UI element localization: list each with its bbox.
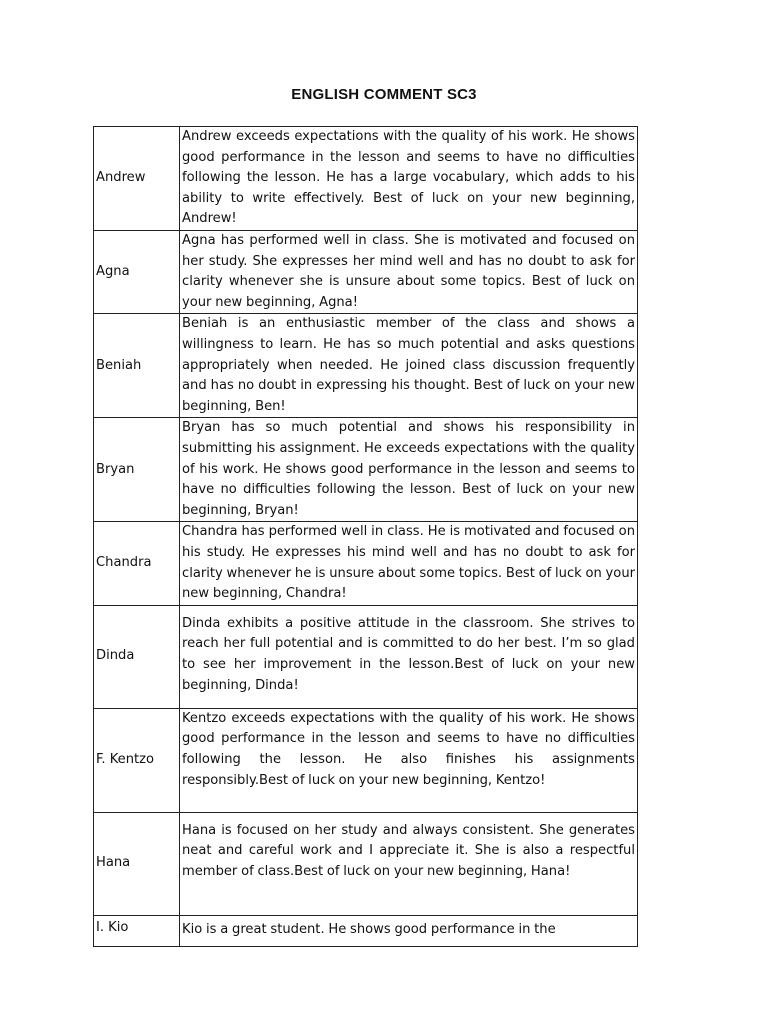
student-name: Andrew (94, 127, 180, 231)
student-name: Hana (94, 812, 180, 915)
table-row (94, 605, 638, 708)
student-comment: Hana is focused on her study and always consistent. She generates neat and careful work and I appreciate it. She is also a respectful member of class.Best of luck on your new beginning, Hana! (180, 812, 638, 915)
student-name: F. Kentzo (94, 708, 180, 812)
student-comment: Kio is a great student. He shows good performance in the (180, 915, 638, 946)
table-row (94, 522, 638, 605)
table-row (94, 708, 638, 812)
student-comment: Bryan has so much potential and shows his responsibility in submitting his assignment. He exceeds expectations with the quality of his work. He shows good performance in the lesson and seems to have no difficulties following the lesson. Best of luck on your new beginning, Bryan! (180, 418, 638, 522)
comments-table (93, 126, 638, 947)
table-row (94, 812, 638, 915)
student-comment: Andrew exceeds expectations with the quality of his work. He shows good performance in the lesson and seems to have no difficulties following the lesson. He has a large vocabulary, which adds to his ability to write effectively. Best of luck on your new beginning, Andrew! (180, 127, 638, 231)
table-row (94, 915, 638, 946)
student-comment: Beniah is an enthusiastic member of the class and shows a willingness to learn. He has so much potential and asks questions appropriately when needed. He joined class discussion frequently and has no doubt in expressing his thought. Best of luck on your new beginning, Ben! (180, 314, 638, 418)
student-comment: Kentzo exceeds expectations with the quality of his work. He shows good performance in the lesson and seems to have no difficulties following the lesson. He also finishes his assignments responsibly.Best of luck on your new beginning, Kentzo! (180, 708, 638, 812)
student-name: I. Kio (94, 915, 180, 946)
student-name: Beniah (94, 314, 180, 418)
student-name: Agna (94, 231, 180, 314)
student-comment: Dinda exhibits a positive attitude in the classroom. She strives to reach her full potential and is committed to do her best. I’m so glad to see her improvement in the lesson.Best of luck on your new beginning, Dinda! (180, 605, 638, 708)
table-row (94, 127, 638, 231)
student-comment: Agna has performed well in class. She is motivated and focused on her study. She expresses her mind well and has no doubt to ask for clarity whenever she is unsure about some topics. Best of luck on your new beginning, Agna! (180, 231, 638, 314)
student-name: Dinda (94, 605, 180, 708)
student-name: Bryan (94, 418, 180, 522)
document-title: ENGLISH COMMENT SC3 (291, 86, 477, 103)
table-row (94, 231, 638, 314)
student-comment: Chandra has performed well in class. He is motivated and focused on his study. He expresses his mind well and has no doubt to ask for clarity whenever he is unsure about some topics. Best of luck on your new beginning, Chandra! (180, 522, 638, 605)
table-row (94, 418, 638, 522)
table-row (94, 314, 638, 418)
student-name: Chandra (94, 522, 180, 605)
